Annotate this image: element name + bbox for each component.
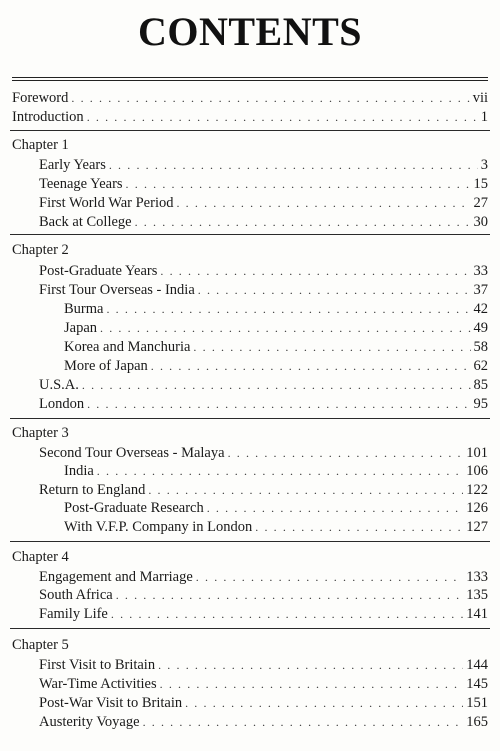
entry-title: First Tour Overseas - India	[39, 282, 195, 298]
page-number: 33	[473, 263, 488, 279]
entry-title: Second Tour Overseas - Malaya	[39, 445, 225, 461]
entry-title: Foreword	[12, 90, 69, 106]
page-number: 30	[473, 214, 488, 230]
toc-entry-first-world-war-period[interactable]	[39, 193, 488, 212]
dot-leader	[97, 463, 463, 480]
dot-leader	[198, 282, 471, 299]
toc-entry-family-life[interactable]	[39, 604, 488, 623]
dot-leader	[176, 195, 470, 212]
dot-leader	[255, 519, 463, 536]
toc-entry-first-visit-to-britain[interactable]	[39, 655, 488, 674]
toc-entry-london[interactable]	[39, 394, 488, 413]
dot-leader	[196, 569, 463, 586]
toc-entry-more-of-japan[interactable]	[64, 356, 488, 375]
dot-leader	[116, 587, 464, 604]
page-number: 49	[473, 320, 488, 336]
page-number: 58	[473, 339, 488, 355]
page-number: 141	[466, 606, 488, 622]
page-number: 165	[466, 714, 488, 730]
top-double-rule-lower	[12, 80, 488, 81]
page-number: 133	[466, 569, 488, 585]
entry-title: India	[64, 463, 94, 479]
chapter-heading: Chapter 2	[12, 242, 69, 258]
toc-entry-post-war-visit-to-britain[interactable]	[39, 693, 488, 712]
dot-leader	[193, 339, 470, 356]
entry-title: First World War Period	[39, 195, 174, 211]
section-divider	[10, 130, 490, 131]
page-number: 3	[480, 157, 488, 173]
entry-title: U.S.A.	[39, 377, 79, 393]
page-number: 85	[473, 377, 488, 393]
page-number: vii	[472, 90, 488, 106]
entry-title: Japan	[64, 320, 98, 336]
section-divider	[10, 541, 490, 542]
toc-entry-second-tour-overseas-malaya[interactable]	[39, 443, 488, 462]
entry-title: With V.F.P. Company in London	[64, 519, 253, 535]
entry-title: Engagement and Marriage	[39, 569, 193, 585]
page-number: 127	[466, 519, 488, 535]
chapter-heading: Chapter 1	[12, 137, 69, 153]
page-number: 106	[466, 463, 488, 479]
entry-title: Post-Graduate Research	[64, 500, 204, 516]
toc-entry-with-v-f-p-company-in-london[interactable]	[64, 517, 488, 536]
page-number: 151	[466, 695, 488, 711]
dot-leader	[148, 482, 463, 499]
entry-title: Early Years	[39, 157, 106, 173]
toc-entry-austerity-voyage[interactable]	[39, 712, 488, 731]
chapter-heading: Chapter 5	[12, 637, 69, 653]
toc-entry-engagement-and-marriage[interactable]	[39, 567, 488, 586]
dot-leader	[71, 90, 469, 107]
dot-leader	[135, 214, 471, 231]
toc-entry-india[interactable]	[64, 461, 488, 480]
page-number: 27	[473, 195, 488, 211]
entry-title: First Visit to Britain	[39, 657, 156, 673]
entry-title: Teenage Years	[39, 176, 123, 192]
page-number: 42	[473, 301, 488, 317]
entry-title: More of Japan	[64, 358, 148, 374]
entry-title: London	[39, 396, 85, 412]
page-number: 126	[466, 500, 488, 516]
toc-entry-return-to-england[interactable]	[39, 480, 488, 499]
section-divider	[10, 628, 490, 629]
page-number: 1	[480, 109, 488, 125]
page-number: 145	[466, 676, 488, 692]
entry-title: Korea and Manchuria	[64, 339, 191, 355]
entry-title: Post-War Visit to Britain	[39, 695, 183, 711]
dot-leader	[228, 445, 464, 462]
dot-leader	[111, 606, 463, 623]
page-number: 101	[466, 445, 488, 461]
toc-entry-war-time-activities[interactable]	[39, 674, 488, 693]
toc-entry-korea-and-manchuria[interactable]	[64, 337, 488, 356]
entry-title: Austerity Voyage	[39, 714, 140, 730]
entry-title: Family Life	[39, 606, 108, 622]
toc-entry-south-africa[interactable]	[39, 585, 488, 604]
entry-title: Introduction	[12, 109, 84, 125]
page-number: 95	[473, 396, 488, 412]
entry-title: War-Time Activities	[39, 676, 157, 692]
dot-leader	[106, 301, 470, 318]
toc-entry-post-graduate-years[interactable]	[39, 261, 488, 280]
toc-entry-back-at-college[interactable]	[39, 212, 488, 231]
toc-entry-first-tour-overseas-india[interactable]	[39, 280, 488, 299]
page-number: 62	[473, 358, 488, 374]
toc-entry-burma[interactable]	[64, 299, 488, 318]
entry-title: South Africa	[39, 587, 113, 603]
dot-leader	[185, 695, 463, 712]
section-divider	[10, 418, 490, 419]
page-number: 122	[466, 482, 488, 498]
toc-entry-teenage-years[interactable]	[39, 174, 488, 193]
toc-entry-u-s-a-[interactable]	[39, 375, 488, 394]
dot-leader	[160, 676, 464, 693]
dot-leader	[151, 358, 471, 375]
dot-leader	[82, 377, 471, 394]
dot-leader	[126, 176, 471, 193]
toc-entry-early-years[interactable]	[39, 155, 488, 174]
toc-entry-post-graduate-research[interactable]	[64, 498, 488, 517]
dot-leader	[158, 657, 463, 674]
chapter-heading: Chapter 3	[12, 425, 69, 441]
page-number: 15	[473, 176, 488, 192]
dot-leader	[87, 109, 478, 126]
dot-leader	[109, 157, 478, 174]
top-double-rule	[12, 77, 488, 78]
chapter-heading: Chapter 4	[12, 549, 69, 565]
page-number: 135	[466, 587, 488, 603]
section-divider	[10, 234, 490, 235]
entry-title: Post-Graduate Years	[39, 263, 158, 279]
entry-title: Return to England	[39, 482, 146, 498]
dot-leader	[87, 396, 470, 413]
page-number: 37	[473, 282, 488, 298]
page-title: CONTENTS	[137, 9, 363, 54]
entry-title: Back at College	[39, 214, 132, 230]
dot-leader	[207, 500, 464, 517]
toc-entry-foreword[interactable]	[12, 88, 488, 107]
toc-entry-introduction[interactable]	[12, 107, 488, 126]
toc-entry-japan[interactable]	[64, 318, 488, 337]
page-number: 144	[466, 657, 488, 673]
dot-leader	[160, 263, 470, 280]
entry-title: Burma	[64, 301, 104, 317]
dot-leader	[143, 714, 464, 731]
dot-leader	[100, 320, 470, 337]
